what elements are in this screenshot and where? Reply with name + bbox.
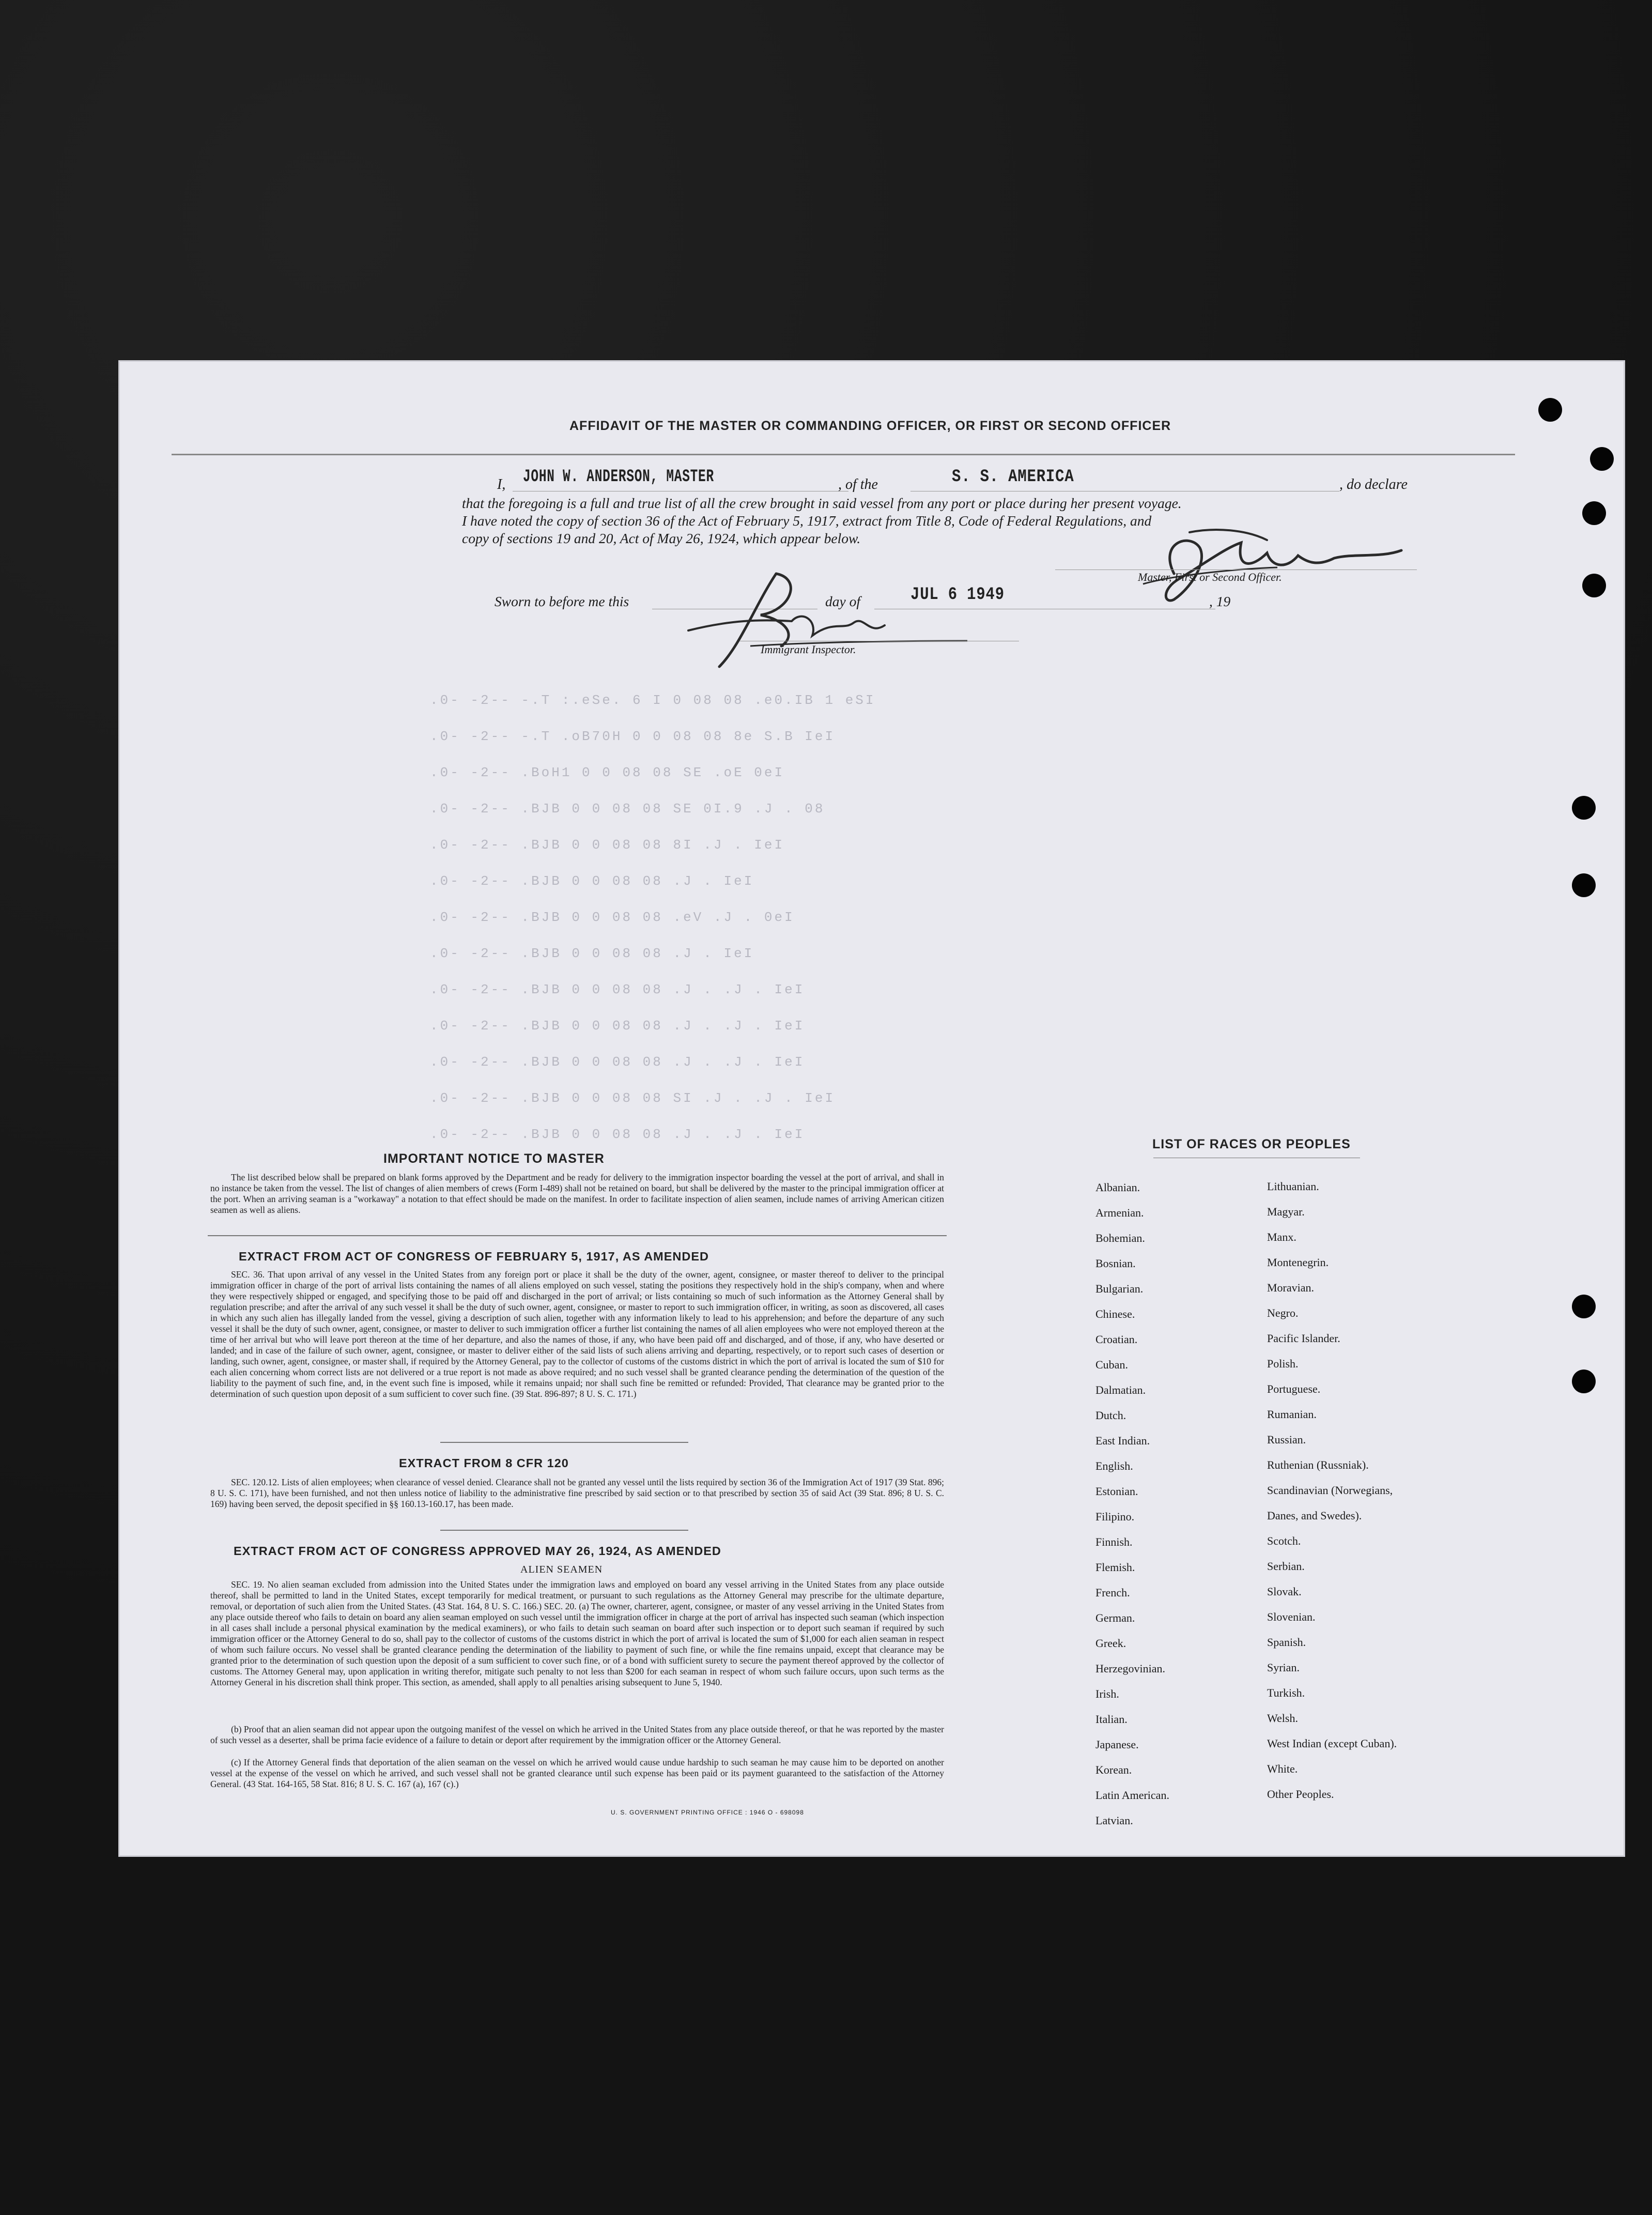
race-item: Flemish. [1095,1561,1135,1574]
binder-hole [1582,574,1606,597]
race-item: Spanish. [1267,1636,1306,1649]
race-item: Latin American. [1095,1789,1169,1802]
race-item: Korean. [1095,1763,1132,1776]
extract-1917-body: SEC. 36. That upon arrival of any vessel in the United States from any foreign port or place it shall be the duty of the owner, agent, consignee, or master thereof to deliver to the principal immigration officer in charge of the port of arrival lists containing the names of all aliens employed on such vessel, stating the positions they respectively hold in the ship's company, when and where they were respectively shipped or engaged, and specifying those to be paid off and discharged in the port of arrival; or lists containing so much of such information as the Attorney General shall by regulation prescribe; and after the arrival of any such vessel it shall be the duty of such owner, agent, consignee, or master to report to such immigration officer, in writing, as soon as discovered, all cases in which any such alien has illegally landed from the vessel, giving a description of such alien, together with any information likely to lead to his apprehension; and before the departure of any such vessel it shall be the duty of such owner, agent, consignee, or master to deliver to such immigration officer a further list containing the names of all alien employees who were not employed thereon at the time of her arrival but who will leave port thereon at the time of her departure, and also the names of those, if any, who have been paid off and discharged, and of those, if any, who have deserted or landed; and in case of the failure of such owner, agent, consignee, or master to deliver either of the said lists of such aliens arriving and departing, respectively, or to report such cases of desertion or landing, such owner, agent, consignee, or master shall, if required by the Attorney General, pay to the collector of customs of the customs district in which the port of arrival is located the sum of $10 for each alien concerning whom correct lists are not delivered or a true report is not made as above required; and no such vessel shall be granted clearance pending the determination of the question of the liability to the payment of such fine, and, in the event such fine is imposed, while it remains unpaid; nor shall such fine be remitted or refunded: Provided, That clearance may be granted prior to the determination of such question upon deposit of a sum sufficient to cover such fine. (39 Stat. 896-897; 8 U. S. C. 171.) [210,1269,944,1399]
master-caption: Master, First or Second Officer. [1138,571,1282,583]
affidavit-title: AFFIDAVIT OF THE MASTER OR COMMANDING OFFICER, OR FIRST OR SECOND OFFICER [569,419,1171,433]
declaration-line-4: copy of sections 19 and 20, Act of May 26, 1924, which appear below. [462,530,861,546]
race-item: White. [1267,1762,1298,1775]
race-item: Portuguese. [1267,1382,1321,1395]
vessel-name: S. S. AMERICA [952,467,1074,487]
race-item: Polish. [1267,1357,1299,1370]
race-item: Ruthenian (Russniak). [1267,1458,1369,1471]
declaration-line-3: I have noted the copy of section 36 of the Act of February 5, 1917, extract from Title 8, Code of Federal Regulations, and [462,513,1152,529]
inspector-signature [647,558,1009,677]
printer-imprint: U. S. GOVERNMENT PRINTING OFFICE : 1946 O - 698098 [611,1809,804,1816]
extract-1917-title: EXTRACT FROM ACT OF CONGRESS OF FEBRUARY 5, 1917, AS AMENDED [239,1250,709,1263]
race-item: Armenian. [1095,1206,1144,1219]
race-item: Scotch. [1267,1534,1301,1547]
affidavit-page [120,362,1624,1855]
race-item: Chinese. [1095,1308,1135,1320]
race-item: Japanese. [1095,1738,1139,1751]
race-item: Slovak. [1267,1585,1302,1598]
race-item: English. [1095,1459,1133,1472]
race-item: Dalmatian. [1095,1383,1146,1396]
binder-hole [1572,1295,1596,1318]
race-item: Russian. [1267,1433,1306,1446]
race-item: Herzegovinian. [1095,1662,1165,1675]
race-item: Rumanian. [1267,1408,1317,1421]
race-item: Slovenian. [1267,1610,1316,1623]
extract-8cfr-rule [440,1530,688,1531]
race-item: Croatian. [1095,1333,1138,1346]
binder-hole [1572,796,1596,820]
race-item: Estonian. [1095,1485,1138,1498]
race-item: Bohemian. [1095,1232,1145,1244]
race-item: Magyar. [1267,1205,1305,1218]
race-item: East Indian. [1095,1434,1150,1447]
do-declare: , do declare [1339,476,1408,493]
race-item: Manx. [1267,1230,1296,1243]
extract-8cfr-title: EXTRACT FROM 8 CFR 120 [399,1456,569,1470]
race-item: Irish. [1095,1687,1119,1700]
race-item: Moravian. [1267,1281,1315,1294]
race-item: West Indian (except Cuban). [1267,1737,1397,1750]
bleed-through-area: .0- -2-- -.T :.eSe. 6 I 0 08 08 .e0.IB 1 eSI .0- -2-- -.T .oB70H 0 0 08 08 8e S.B IeI .0- -2-- .BoH1 0 0 08 08 SE .oE 0eI .0- -2-- .BJB 0 0 08 08 SE 0I.9 .J . 08 .0- -2-- .BJB 0 0 08 08 8I .J . IeI .0- -2-- .BJB 0 0 08 08 .J . IeI .0- -2-- .BJB 0 0 08 08 .eV .J . 0eI .0- -2-- .BJB 0 0 08 08 .J . IeI .0- -2-- .BJB 0 0 08 08 .J . .J . IeI .0- -2-- .BJB 0 0 08 08 .J . .J . IeI .0- -2-- .BJB 0 0 08 08 .J . .J . IeI .0- -2-- .BJB 0 0 08 08 SI .J . .J . IeI .0- -2-- .BJB 0 0 08 08 .J . .J . IeI [430,693,876,1142]
extract-8cfr-body: SEC. 120.12. Lists of alien employees; when clearance of vessel denied. Clearance shall not be granted any vessel until the lists required by section 36 of the Immigration Act of 1917 (39 Stat. 896; 8 U. S. C. 171), have been furnished, and not then unless notice of liability to the administrative fine prescribed by said section or to that prescribed by section 35 of said Act (39 Stat. 896; 8 U. S. C. 169) having been served, the deposit specified in §§ 160.13-160.17, has been made. [210,1477,944,1509]
races-column-1 [1095,1181,1169,1840]
extract-1924-body-c: (c) If the Attorney General finds that deportation of the alien seaman on the vessel on which he arrived would cause undue hardship to such seaman he may cause him to be deported on another vessel at the expense of the vessel on which he arrived, and such vessel shall not be granted clearance until such expense has been paid or its payment guaranteed to the satisfaction of the Attorney General. (43 Stat. 164-165, 58 Stat. 816; 8 U. S. C. 167 (a), 167 (c).) [210,1757,944,1789]
year-prefix: , 19 [1209,593,1231,609]
notice-title: IMPORTANT NOTICE TO MASTER [383,1151,605,1166]
race-item: Pacific Islander. [1267,1332,1340,1345]
race-item: Latvian. [1095,1814,1133,1827]
master-signature [1112,512,1443,610]
races-title: LIST OF RACES OR PEOPLES [1152,1137,1351,1151]
sworn-label: Sworn to before me this [495,593,629,609]
extract-1924-subtitle: ALIEN SEAMEN [520,1564,603,1575]
extract-1917-rule [440,1442,688,1443]
race-item: Bulgarian. [1095,1282,1144,1295]
notice-body: The list described below shall be prepared on blank forms approved by the Department and be ready for delivery to the immigration inspector boarding the vessel at the port of arrival, and shall in no instance be taken from the vessel. The list of changes of alien members of crews (Form I-489) shall not be retained on board, but shall be delivered by the master to the principal immigration officer at the port. When an arriving seaman is a "workaway" a notation to that effect should be made on the manifest. In order to facilitate inspection of alien seamen, include names of arriving American citizen seamen as well as aliens. [210,1172,944,1215]
race-item: Turkish. [1267,1686,1305,1699]
binder-hole [1572,873,1596,897]
notice-rule [208,1235,947,1236]
race-item: Albanian. [1095,1181,1140,1194]
binder-hole [1590,447,1614,471]
extract-1924-body-b: (b) Proof that an alien seaman did not appear upon the outgoing manifest of the vessel on which he arrived in the United States from any place outside thereof, or that he was reported by the master of such vessel as a deserter, shall be prima facie evidence of a failure to detain or deport after requirement by the immigration officer or the Attorney General. [210,1724,944,1745]
race-item: Montenegrin. [1267,1256,1329,1269]
race-item: Syrian. [1267,1661,1300,1674]
sworn-date: JUL 6 1949 [910,585,1005,605]
day-of-label: day of [825,593,860,609]
race-item: French. [1095,1586,1130,1599]
binder-hole [1582,501,1606,525]
race-item: Scandinavian (Norwegians, [1267,1484,1393,1497]
race-item: German. [1095,1611,1135,1624]
race-item: Finnish. [1095,1535,1133,1548]
race-item: Italian. [1095,1713,1128,1726]
of-the-label: , of the [838,476,878,493]
race-item: Filipino. [1095,1510,1135,1523]
race-item: Other Peoples. [1267,1788,1334,1801]
race-item: Danes, and Swedes). [1267,1509,1362,1522]
binder-hole [1572,1370,1596,1393]
race-item: Cuban. [1095,1358,1128,1371]
race-item: Negro. [1267,1306,1299,1319]
binder-hole [1538,398,1562,422]
race-item: Lithuanian. [1267,1180,1319,1193]
i-label: I, [497,476,506,493]
extract-1924-title: EXTRACT FROM ACT OF CONGRESS APPROVED MAY 26, 1924, AS AMENDED [234,1544,721,1558]
races-column-2 [1267,1180,1397,1813]
race-item: Greek. [1095,1637,1126,1650]
master-name: JOHN W. ANDERSON, MASTER [523,467,714,487]
race-item: Bosnian. [1095,1257,1136,1270]
inspector-caption: Immigrant Inspector. [761,643,856,656]
race-item: Serbian. [1267,1560,1305,1573]
declaration-line-2: that the foregoing is a full and true list of all the crew brought in said vessel from any port or place during her present voyage. [462,495,1182,511]
race-item: Dutch. [1095,1409,1126,1422]
race-item: Welsh. [1267,1712,1298,1725]
extract-1924-body: SEC. 19. No alien seaman excluded from admission into the United States under the immigration laws and employed on board any vessel arriving in the United States from any place outside thereof, shall be permitted to land in the United States, except temporarily for medical treatment, or pursuant to such regulations as the Attorney General may prescribe for the ultimate departure, removal, or deportation of such alien from the United States. (43 Stat. 164, 8 U. S. C. 166.) SEC. 20. (a) The owner, charterer, agent, consignee, or master of any vessel arriving in the United States from any place outside thereof who fails to detain on board any alien seaman employed on such vessel until the immigration officer in charge at the port of arrival has inspected such seaman (which inspection in all cases shall include a personal physical examination by the medical examiners), or who fails to detain such seaman on board after such inspection or to deport such seaman if required by such immigration officer or the Attorney General to do so, shall pay to the collector of customs of the customs district in which the port of arrival is located the sum of $1,000 for each alien seaman in respect of whom such failure occurs. No vessel shall be granted clearance pending the determination of the liability to payment of such fine, or while the fine remains unpaid, except that clearance may be granted prior to the determination of such question upon the deposit of a sum sufficient to cover such fine, or of a bond with sufficient surety to secure the payment thereof approved by the collector of customs. The Attorney General may, upon application in writing therefor, mitigate such penalty to not less than $200 for each seaman in respect of whom such failure occurs, upon such terms as the Attorney General in his discretion shall think proper. This section, as amended, shall apply to all penalties arising subsequent to June 5, 1940. [210,1579,944,1687]
header-rule [172,454,1515,455]
